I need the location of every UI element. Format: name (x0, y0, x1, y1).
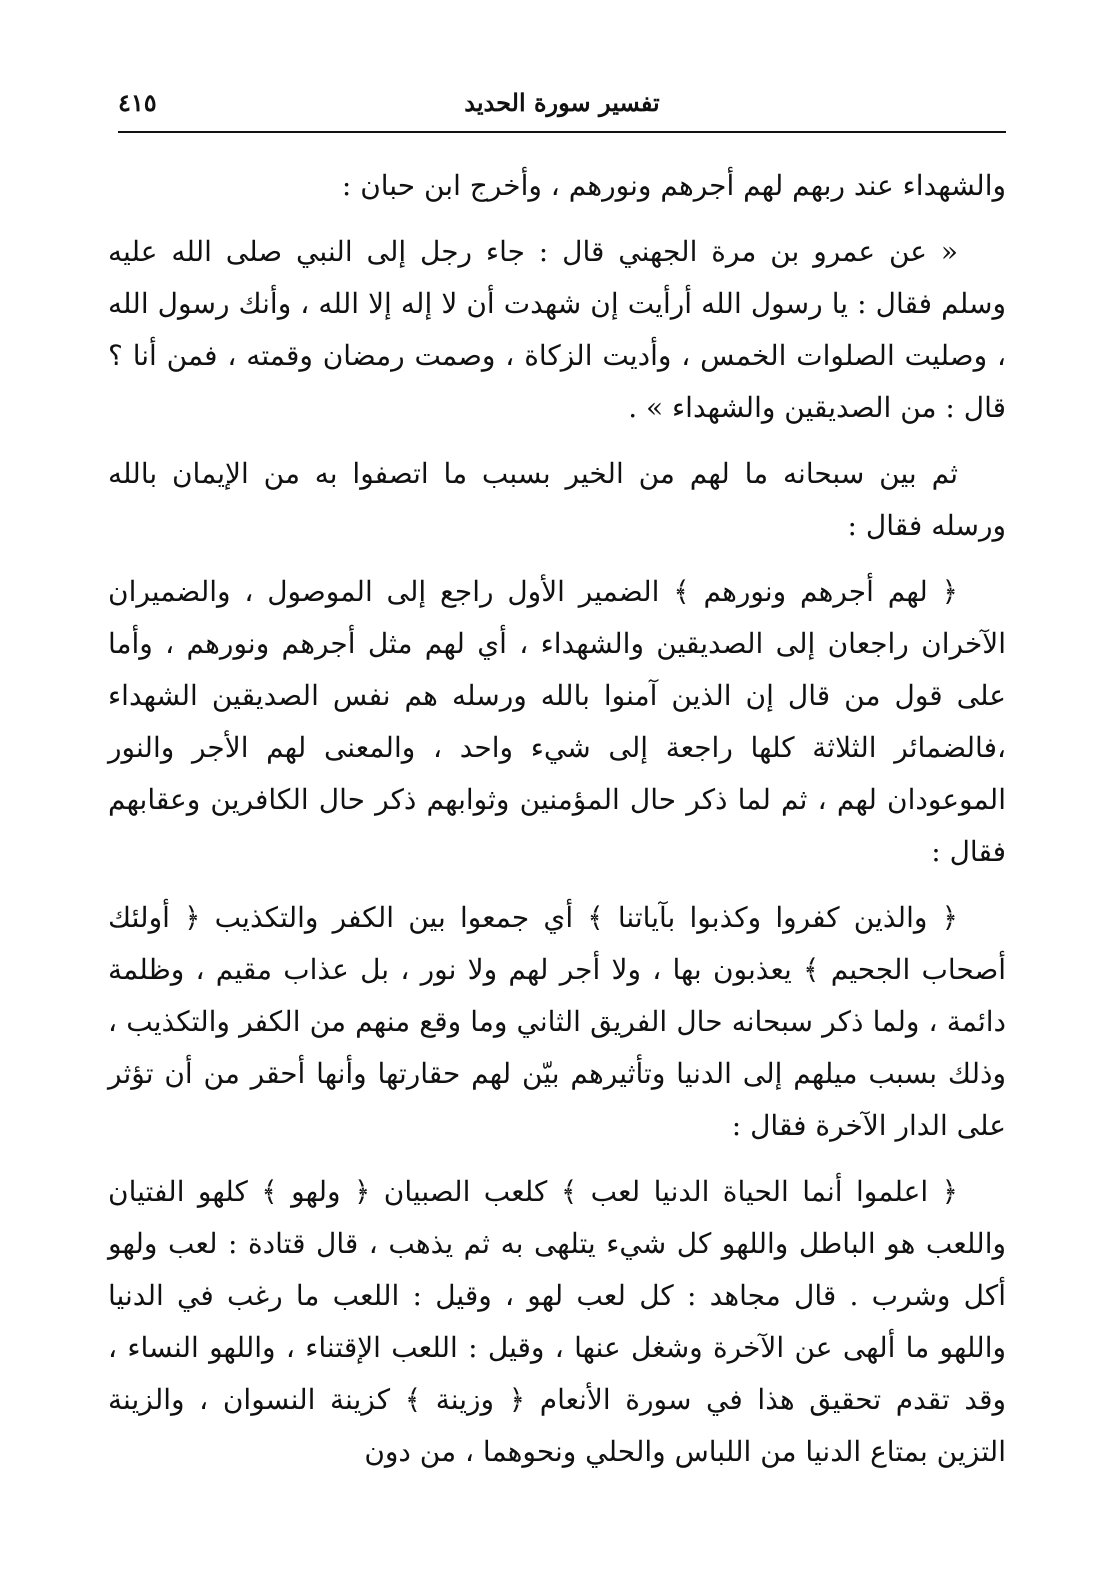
running-title: تفسير سورة الحديد (464, 88, 660, 117)
paragraph: ﴿ لهم أجرهم ونورهم ﴾ الضمير الأول راجع إلى الموصول ، والضميران الآخران راجعان إلى الصديقين والشهداء ، أي لهم مثل أجرهم ونورهم ، وأما على قول من قال إن الذين آمنوا بالله ورسله هم نفس الصديقين الشهداء ،فالضمائر الثلاثة كلها راجعة إلى شيء واحد ، والمعنى لهم الأجر والنور الموعودان لهم ، ثم لما ذكر حال المؤمنين وثوابهم ذكر حال الكافرين وعقابهم فقال : (108, 575, 1006, 868)
paragraph: ﴿ والذين كفروا وكذبوا بآياتنا ﴾ أي جمعوا بين الكفر والتكذيب ﴿ أولئك أصحاب الجحيم ﴾ يعذبون بها ، ولا أجر لهم ولا نور ، بل عذاب مقيم ، وظلمة دائمة ، ولما ذكر سبحانه حال الفريق الثاني وما وقع منهم من الكفر والتكذيب ، وذلك بسبب ميلهم إلى الدنيا وتأثيرهم بيّن لهم حقارتها وأنها أحقر من أن تؤثر على الدار الآخرة فقال : (108, 901, 1006, 1142)
paragraph: ثم بين سبحانه ما لهم من الخير بسبب ما اتصفوا به من الإيمان بالله ورسله فقال : (108, 457, 1006, 542)
paragraph: « عن عمرو بن مرة الجهني قال : جاء رجل إلى النبي صلى الله عليه وسلم فقال : يا رسول الله أرأيت إن شهدت أن لا إله إلا الله ، وأنك رسول الله ، وصليت الصلوات الخمس ، وأديت الزكاة ، وصمت رمضان وقمته ، فمن أنا ؟ قال : من الصديقين والشهداء » . (108, 235, 1006, 424)
paragraph: ﴿ اعلموا أنما الحياة الدنيا لعب ﴾ كلعب الصبيان ﴿ ولهو ﴾ كلهو الفتيان واللعب هو الباطل واللهو كل شيء يتلهى به ثم يذهب ، قال قتادة : لعب ولهو أكل وشرب . قال مجاهد : كل لعب لهو ، وقيل : اللعب ما رغب في الدنيا واللهو ما ألهى عن الآخرة وشغل عنها ، وقيل : اللعب الإقتناء ، واللهو النساء ، وقد تقدم تحقيق هذا في سورة الأنعام ﴿ وزينة ﴾ كزينة النسوان ، والزينة التزين بمتاع الدنيا من اللباس والحلي ونحوهما ، من دون (108, 1175, 1006, 1468)
paragraph: والشهداء عند ربهم لهم أجرهم ونورهم ، وأخرج ابن حبان : (341, 169, 1006, 202)
body-text (108, 160, 1006, 1492)
page-number: ٤١٥ (118, 88, 157, 117)
header-rule (118, 131, 1006, 133)
running-header (118, 82, 1006, 124)
